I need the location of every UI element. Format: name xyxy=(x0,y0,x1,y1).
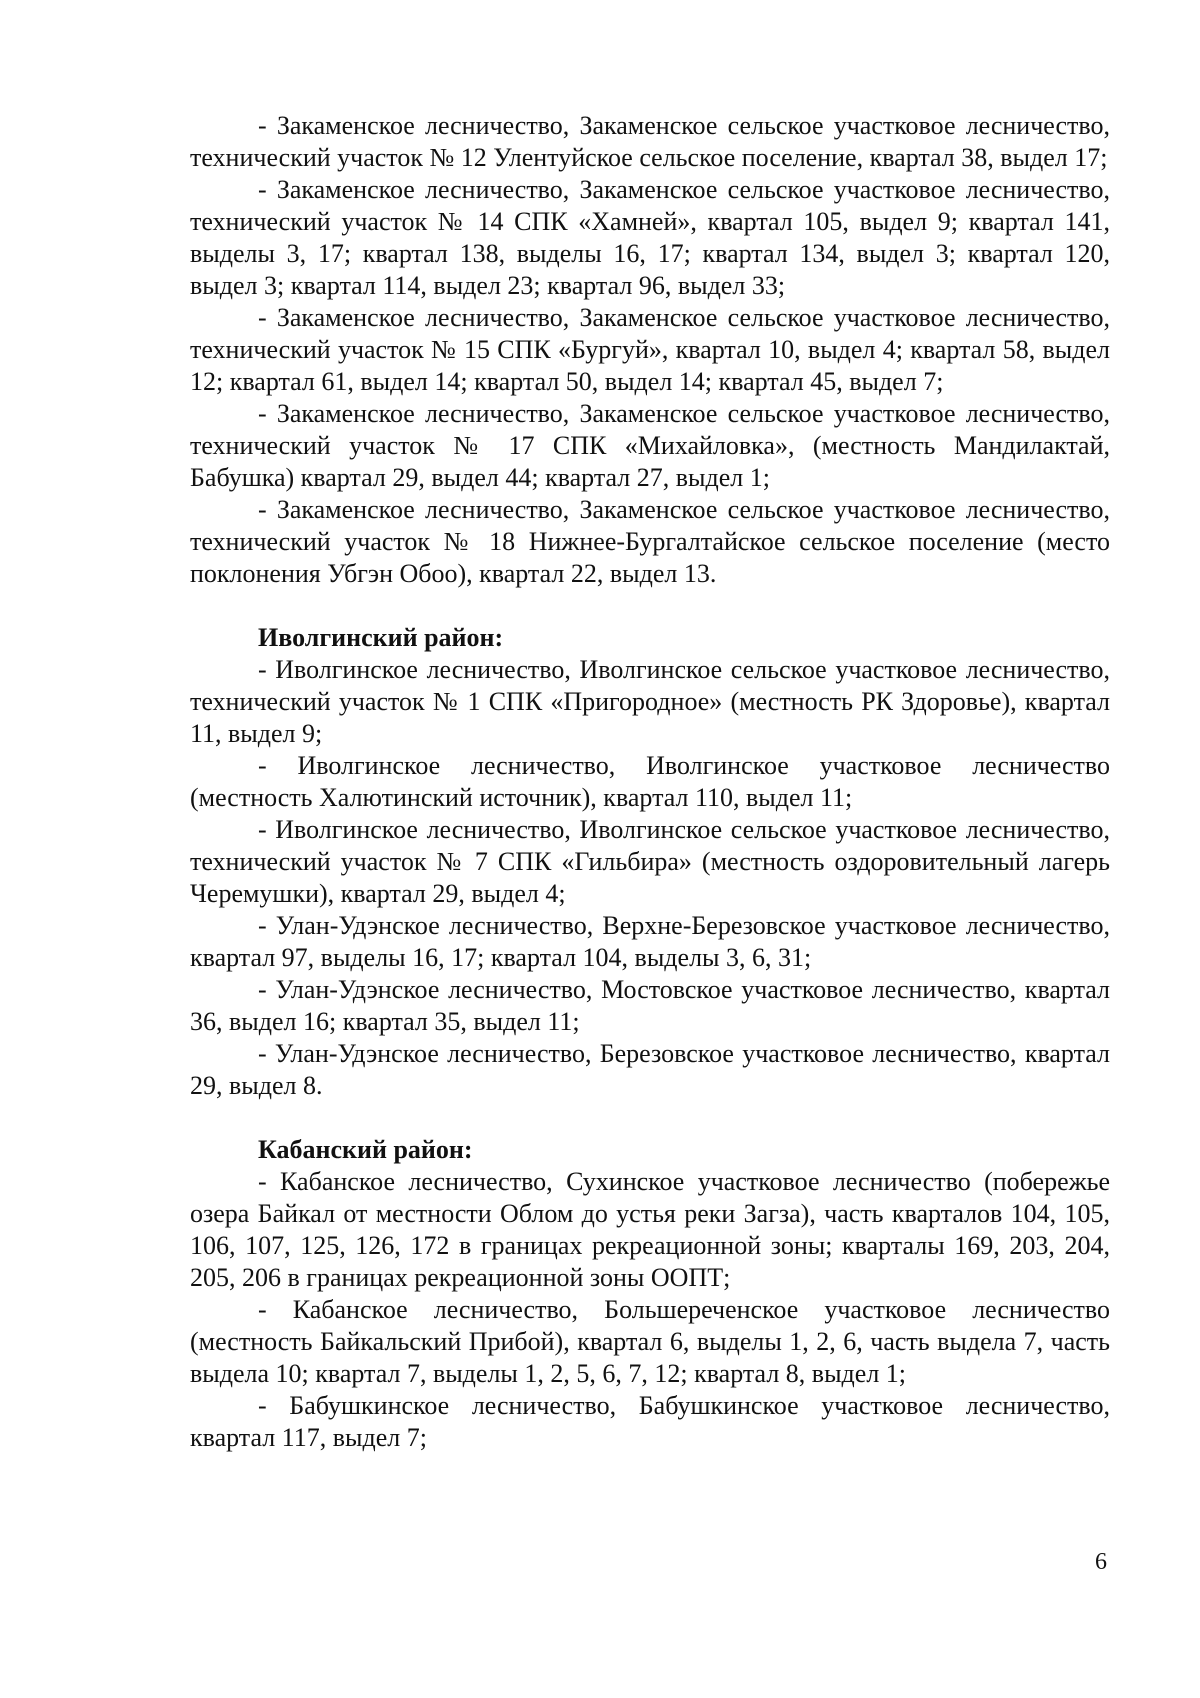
list-item: - Закаменское лесничество, Закаменское сельское участковое лесничество, технический участок № 14 СПК «Хамней», квартал 105, выдел 9; квартал 141, выделы 3, 17; квартал 138, выделы 16, 17; квартал 134, выдел 3; квартал 120, выдел 3; квартал 114, выдел 23; квартал 96, выдел 33; xyxy=(190,175,1110,300)
list-item: - Иволгинское лесничество, Иволгинское сельское участковое лесничество, технический участок № 1 СПК «Пригородное» (местность РК Здоровье), квартал 11, выдел 9; xyxy=(190,655,1110,748)
page-number: 6 xyxy=(1095,1549,1107,1575)
list-item: - Иволгинское лесничество, Иволгинское участковое лесничество (местность Халютинский источник), квартал 110, выдел 11; xyxy=(190,751,1110,812)
list-item: - Закаменское лесничество, Закаменское сельское участковое лесничество, технический участок № 18 Нижнее-Бургалтайское сельское поселение (место поклонения Убгэн Обоо), квартал 22, выдел 13. xyxy=(190,495,1110,588)
section-heading: Кабанский район: xyxy=(258,1135,473,1164)
list-item: - Бабушкинское лесничество, Бабушкинское участковое лесничество, квартал 117, выдел 7; xyxy=(190,1391,1110,1452)
ivolginsky-section xyxy=(190,622,1110,1102)
list-item: - Закаменское лесничество, Закаменское сельское участковое лесничество, технический участок № 12 Улентуйское сельское поселение, квартал 38, выдел 17; xyxy=(190,111,1110,172)
kabansky-section xyxy=(190,1134,1110,1454)
section-heading: Иволгинский район: xyxy=(258,623,504,652)
list-item: - Иволгинское лесничество, Иволгинское сельское участковое лесничество, технический участок № 7 СПК «Гильбира» (местность оздоровительный лагерь Черемушки), квартал 29, выдел 4; xyxy=(190,815,1110,908)
intro-section xyxy=(190,110,1110,590)
document-page xyxy=(190,110,1110,1454)
list-item: - Закаменское лесничество, Закаменское сельское участковое лесничество, технический участок № 15 СПК «Бургуй», квартал 10, выдел 4; квартал 58, выдел 12; квартал 61, выдел 14; квартал 50, выдел 14; квартал 45, выдел 7; xyxy=(190,303,1110,396)
list-item: - Улан-Удэнское лесничество, Верхне-Березовское участковое лесничество, квартал 97, выделы 16, 17; квартал 104, выделы 3, 6, 31; xyxy=(190,911,1110,972)
list-item: - Кабанское лесничество, Сухинское участковое лесничество (побережье озера Байкал от местности Облом до устья реки Загза), часть кварталов 104, 105, 106, 107, 125, 126, 172 в границах рекреационной зоны; кварталы 169, 203, 204, 205, 206 в границах рекреационной зоны ООПТ; xyxy=(190,1167,1110,1292)
list-item: - Кабанское лесничество, Большереченское участковое лесничество (местность Байкальский Прибой), квартал 6, выделы 1, 2, 6, часть выдела 7, часть выдела 10; квартал 7, выделы 1, 2, 5, 6, 7, 12; квартал 8, выдел 1; xyxy=(190,1295,1110,1388)
list-item: - Закаменское лесничество, Закаменское сельское участковое лесничество, технический участок № 17 СПК «Михайловка», (местность Мандилактай, Бабушка) квартал 29, выдел 44; квартал 27, выдел 1; xyxy=(190,399,1110,492)
list-item: - Улан-Удэнское лесничество, Мостовское участковое лесничество, квартал 36, выдел 16; квартал 35, выдел 11; xyxy=(190,975,1110,1036)
list-item: - Улан-Удэнское лесничество, Березовское участковое лесничество, квартал 29, выдел 8. xyxy=(190,1039,1110,1100)
